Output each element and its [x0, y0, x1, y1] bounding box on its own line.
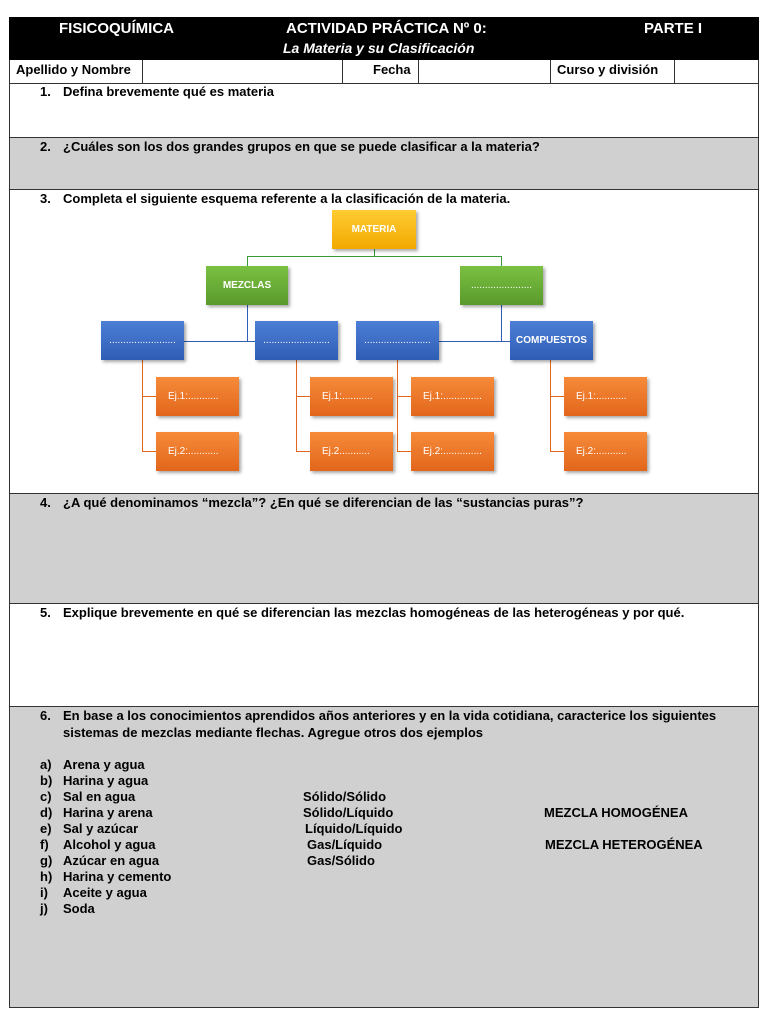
state-item[interactable]: Gas/Sólido — [307, 853, 375, 868]
node-mezclas: MEZCLAS — [206, 266, 288, 305]
state-item[interactable]: Sólido/Líquido — [303, 805, 394, 820]
mixture-letter: b) — [40, 773, 53, 788]
question-text: Explique brevemente en qué se diferencian las mezclas homogéneas de las heterogéneas y por qué. — [63, 605, 685, 620]
example-3-2[interactable]: Ej.2:.............. — [411, 432, 494, 471]
node-compuestos: COMPUESTOS — [510, 321, 593, 360]
mixture-letter: j) — [40, 901, 48, 916]
node-materia: MATERIA — [332, 210, 416, 249]
question-6-section — [9, 707, 759, 1008]
node-blank-mixture-type-1[interactable]: ........................ — [101, 321, 184, 360]
example-4-1[interactable]: Ej.1:........... — [564, 377, 647, 416]
mixture-item[interactable]: Harina y agua — [63, 773, 149, 788]
mixture-item[interactable]: Sal y azúcar — [63, 821, 139, 836]
mixture-item[interactable]: Alcohol y agua — [63, 837, 156, 852]
question-text: En base a los conocimientos aprendidos años anteriores y en la vida cotidiana, caracterice los siguientes sistemas de mezclas mediante flechas. Agregue otros dos ejemplos — [63, 708, 717, 740]
question-number: 4. — [40, 495, 51, 510]
question-4-section[interactable] — [9, 494, 759, 604]
date-label: Fecha — [343, 60, 419, 83]
question-text: ¿Cuáles son los dos grandes grupos en que se puede clasificar a la materia? — [63, 139, 540, 154]
question-text: Completa el siguiente esquema referente a la clasificación de la materia. — [63, 191, 511, 206]
node-blank-level2[interactable]: ...................... — [460, 266, 543, 305]
question-number: 1. — [40, 84, 51, 99]
question-number: 3. — [40, 191, 51, 206]
question-text: Defina brevemente qué es materia — [63, 84, 274, 99]
mixture-letter: h) — [40, 869, 53, 884]
example-2-1[interactable]: Ej.1:........... — [310, 377, 393, 416]
example-1-1[interactable]: Ej.1:........... — [156, 377, 239, 416]
activity-title: ACTIVIDAD PRÁCTICA Nº 0: — [286, 20, 487, 37]
example-4-2[interactable]: Ej.2:........... — [564, 432, 647, 471]
example-1-2[interactable]: Ej.2:........... — [156, 432, 239, 471]
state-item[interactable]: Líquido/Líquido — [305, 821, 403, 836]
course-label: Curso y división — [551, 60, 675, 83]
mixture-item[interactable]: Soda — [63, 901, 95, 916]
mixture-letter: i) — [40, 885, 48, 900]
question-number: 5. — [40, 605, 51, 620]
question-number: 2. — [40, 139, 51, 154]
mixture-item[interactable]: Arena y agua — [63, 757, 145, 772]
node-blank-mixture-type-2[interactable]: ........................ — [255, 321, 338, 360]
state-item[interactable]: Gas/Líquido — [307, 837, 383, 852]
mixture-letter: e) — [40, 821, 52, 836]
example-2-2[interactable]: Ej.2........... — [310, 432, 393, 471]
classification-diagram — [1, 0, 768, 500]
mixture-letter: a) — [40, 757, 52, 772]
name-label: Apellido y Nombre — [10, 60, 143, 83]
mixture-item[interactable]: Azúcar en agua — [63, 853, 160, 868]
mixture-letter: f) — [40, 837, 49, 852]
state-item[interactable]: Sólido/Sólido — [303, 789, 387, 804]
mixture-type-homogeneous[interactable]: MEZCLA HOMOGÉNEA — [544, 805, 688, 820]
question-number: 6. — [40, 708, 51, 723]
page-subtitle: La Materia y su Clasificación — [283, 40, 475, 56]
question-5-section[interactable] — [9, 604, 759, 707]
node-blank-substance-type[interactable]: ........................ — [356, 321, 439, 360]
mixture-letter: d) — [40, 805, 53, 820]
mixture-type-heterogeneous[interactable]: MEZCLA HETEROGÉNEA — [545, 837, 703, 852]
mixture-item[interactable]: Sal en agua — [63, 789, 136, 804]
mixture-letter: c) — [40, 789, 52, 804]
question-text: ¿A qué denominamos “mezcla”? ¿En qué se diferencian de las “sustancias puras”? — [63, 495, 584, 510]
example-3-1[interactable]: Ej.1:.............. — [411, 377, 494, 416]
subject-title: FISICOQUÍMICA — [59, 20, 174, 37]
mixture-item[interactable]: Harina y arena — [63, 805, 153, 820]
question-3-section — [9, 190, 759, 494]
part-label: PARTE I — [644, 20, 703, 37]
mixture-letter: g) — [40, 853, 53, 868]
mixture-item[interactable]: Aceite y agua — [63, 885, 147, 900]
mixture-item[interactable]: Harina y cemento — [63, 869, 172, 884]
